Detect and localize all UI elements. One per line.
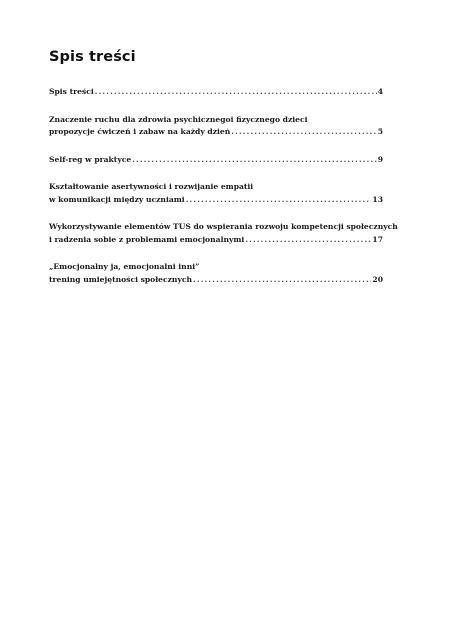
toc-entry-title-line: Wykorzystywanie elementów TUS do wspierania rozwoju kompetencji społecznych bbox=[49, 222, 398, 231]
dot-leader bbox=[245, 234, 371, 247]
toc-entry-title-line: Kształtowanie asertywności i rozwijanie empatii bbox=[49, 182, 254, 191]
table-of-contents bbox=[49, 86, 398, 301]
toc-entry[interactable] bbox=[49, 181, 383, 206]
toc-page-number: 9 bbox=[377, 154, 383, 164]
toc-entry[interactable] bbox=[49, 114, 383, 139]
toc-entry[interactable] bbox=[49, 154, 383, 167]
toc-entry-title-line: w komunikacji między uczniami bbox=[49, 194, 185, 204]
toc-entry-title: Self-reg w praktyce bbox=[49, 154, 132, 164]
dot-leader bbox=[231, 126, 376, 139]
toc-page-number: 5 bbox=[377, 127, 383, 136]
toc-page-number: 4 bbox=[377, 87, 383, 96]
dot-leader bbox=[193, 274, 371, 287]
toc-page-number: 13 bbox=[372, 194, 383, 204]
toc-page-number: 17 bbox=[372, 234, 383, 244]
toc-entry[interactable] bbox=[49, 261, 383, 286]
toc-entry-title-line: trening umiejętności społecznych bbox=[49, 274, 193, 284]
toc-entry-title-line: i radzenia sobie z problemami emocjonalnymi bbox=[49, 234, 245, 244]
toc-entry-title-line: „Emocjonalny ja, emocjonalni inni” bbox=[49, 262, 200, 271]
toc-entry[interactable] bbox=[49, 86, 383, 99]
dot-leader bbox=[95, 86, 377, 99]
toc-entry-title-line: propozycje ćwiczeń i zabaw na każdy dzień bbox=[49, 127, 231, 136]
dot-leader bbox=[132, 154, 377, 167]
toc-page-number: 20 bbox=[372, 274, 383, 284]
toc-entry-title: Spis treści bbox=[49, 87, 94, 96]
toc-entry[interactable] bbox=[49, 221, 398, 246]
toc-entry-title-line: Znaczenie ruchu dla zdrowia psychicznegoi fizycznego dzieci bbox=[49, 114, 308, 124]
toc-heading: Spis treści bbox=[49, 49, 136, 65]
dot-leader bbox=[186, 194, 372, 207]
